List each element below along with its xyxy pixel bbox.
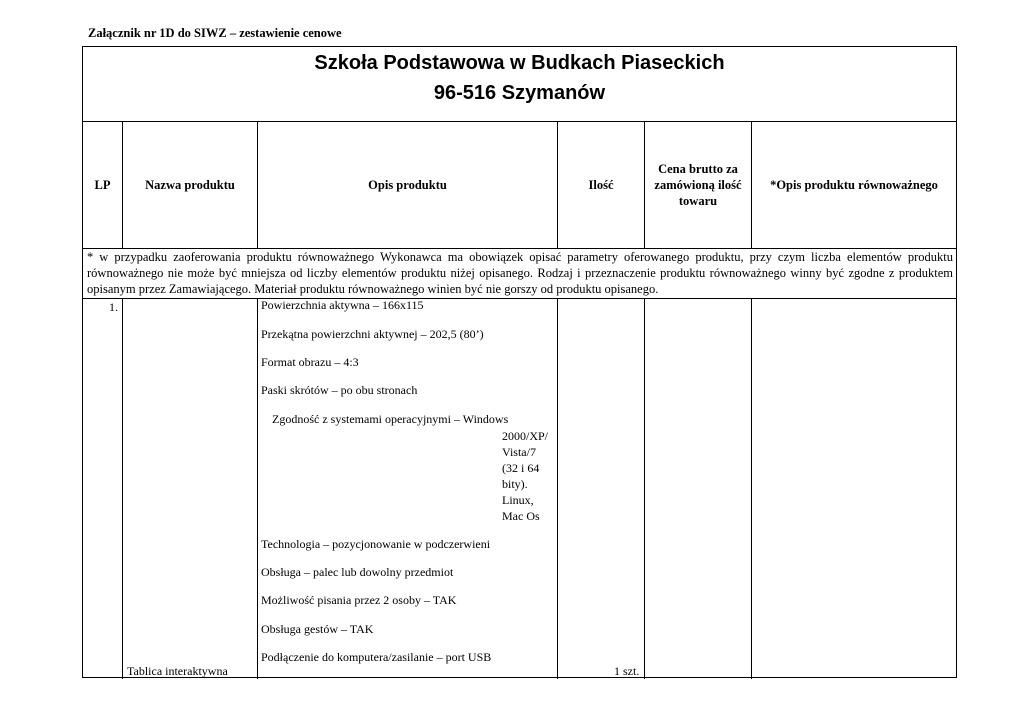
- spec-line: Obsługa – palec lub dowolny przedmiot: [261, 565, 454, 579]
- col-divider: [644, 298, 645, 679]
- spec-line: Format obrazu – 4:3: [261, 355, 359, 369]
- spec-line: (32 i 64: [502, 461, 540, 475]
- col-divider: [557, 298, 558, 679]
- col-header-lp: LP: [94, 178, 111, 192]
- spec-line: Vista/7: [502, 445, 536, 459]
- spec-line: Linux,: [502, 493, 534, 507]
- spec-line: Powierzchnia aktywna – 166x115: [261, 298, 424, 312]
- spec-line: Podłączenie do komputera/zasilanie – port USB: [261, 650, 492, 664]
- note-bottom-rule: [83, 298, 956, 299]
- spec-line: Technologia – pozycjonowanie w podczerwieni: [261, 537, 491, 551]
- col-divider: [257, 298, 258, 679]
- col-divider: [122, 298, 123, 679]
- row-quantity: 1 szt.: [614, 664, 640, 678]
- col-header-description: Opis produktu: [368, 178, 447, 192]
- spec-line: Paski skrótów – po obu stronach: [261, 383, 418, 397]
- spec-line: 2000/XP/: [502, 429, 549, 443]
- school-address: 96-516 Szymanów: [433, 82, 606, 104]
- spec-line: Obsługa gestów – TAK: [261, 622, 374, 636]
- spec-line: Zgodność z systemami operacyjnymi – Windows: [272, 412, 509, 426]
- school-name: Szkoła Podstawowa w Budkach Piaseckich: [314, 52, 725, 74]
- row-lp: 1.: [109, 300, 118, 314]
- row-product-name: Tablica interaktywna: [127, 664, 228, 678]
- spec-line: Mac Os: [502, 509, 540, 523]
- col-header-equivalent: *Opis produktu równoważnego: [770, 178, 938, 192]
- col-header-name: Nazwa produktu: [145, 178, 235, 192]
- col-divider: [751, 298, 752, 679]
- spec-line: bity).: [502, 477, 528, 491]
- col-header-price: Cena brutto za zamówioną ilość towaru: [654, 162, 742, 208]
- spec-line: Przekątna powierzchni aktywnej – 202,5 (80’): [261, 327, 484, 341]
- price-table: [82, 46, 957, 678]
- equivalent-product-note: * w przypadku zaoferowania produktu równoważnego Wykonawca ma obowiązek opisać parametry oferowanego produktu, przy czym liczba elementów produktu równoważnego nie może być mniejsza od liczby elementów produktu niżej opisanego. Rodzaj i przeznaczenie produktu równoważnego winny być zgodne z produktem opisanym przez Zamawiającego. Materiał produktu równoważnego winien być nie gorszy od produktu opisanego.: [87, 250, 953, 296]
- spec-line: Możliwość pisania przez 2 osoby – TAK: [261, 593, 457, 607]
- col-divider: [644, 122, 645, 248]
- school-title-block: [83, 47, 956, 122]
- col-header-quantity: Ilość: [588, 178, 614, 192]
- attachment-header: Załącznik nr 1D do SIWZ – zestawienie cenowe: [88, 26, 342, 40]
